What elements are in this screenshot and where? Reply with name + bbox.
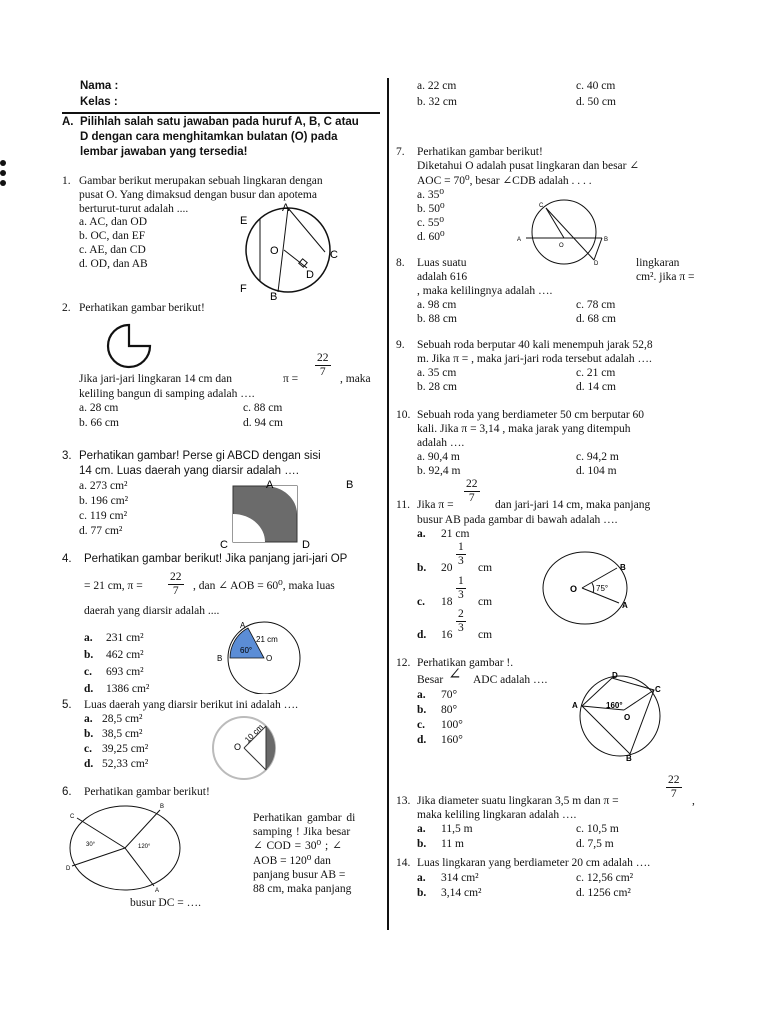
pi-equals: π = — [283, 373, 299, 385]
answer-option[interactable]: c. 12,56 cm² — [576, 872, 634, 884]
figure-label: A — [266, 479, 274, 491]
answer-option[interactable]: b. 28 cm — [417, 381, 457, 393]
question-text: busur DC = …. — [130, 897, 202, 909]
question-text: m. Jika π = , maka jari-jari roda tersebut adalah …. — [417, 353, 652, 365]
answer-option-value[interactable]: 38,5 cm² — [102, 728, 143, 740]
figure-line — [125, 810, 160, 848]
question-text: Jika jari-jari lingkaran 14 cm dan — [79, 373, 232, 385]
answer-option-letter[interactable]: a. — [417, 689, 426, 701]
question-number: 14. — [396, 857, 411, 869]
kelas-label: Kelas : — [80, 96, 118, 108]
answer-option[interactable]: c. 119 cm² — [79, 510, 128, 522]
answer-option-value[interactable]: 100° — [441, 719, 463, 731]
question-text: AOC = 70⁰, besar ∠CDB adalah . . . . — [417, 175, 592, 187]
question-text: pusat O. Yang dimaksud dengan busur dan apotema — [79, 189, 317, 201]
answer-option[interactable]: b. 50⁰ — [417, 203, 445, 215]
answer-option[interactable]: d. 104 m — [576, 465, 617, 477]
q7-circle-figure — [514, 198, 614, 266]
question-text: kali. Jika π = 3,14 , maka jarak yang ditempuh — [417, 423, 631, 435]
figure-line — [546, 208, 564, 238]
unit-label: cm — [478, 562, 493, 574]
figure-label: A — [282, 202, 290, 214]
question-text: busur AB pada gambar di bawah adalah …. — [417, 514, 618, 526]
answer-option[interactable]: c. 55⁰ — [417, 217, 444, 229]
nama-label: Nama : — [80, 80, 119, 92]
question-text: Luas lingkaran yang berdiameter 20 cm adalah …. — [417, 857, 651, 869]
question-text: ∠ COD = 30⁰ ; ∠ — [253, 840, 342, 852]
question-number: 8. — [396, 257, 405, 269]
question-text: daerah yang diarsir adalah .... — [84, 605, 220, 617]
answer-option[interactable]: b. 66 cm — [79, 417, 119, 429]
answer-option-letter[interactable]: a. — [417, 823, 426, 835]
question-text: Perhatikan gambar !. — [417, 657, 514, 669]
q3-square-figure — [218, 478, 368, 550]
binding-mark — [0, 170, 6, 176]
answer-option[interactable]: b. OC, dan EF — [79, 230, 146, 242]
question-number: 4. — [62, 553, 72, 565]
answer-option-letter[interactable]: c. — [84, 743, 92, 755]
figure-label: A — [155, 888, 160, 894]
answer-option-value[interactable]: 39,25 cm² — [102, 743, 149, 755]
answer-option-value[interactable]: 462 cm² — [106, 649, 144, 661]
answer-option-letter[interactable]: a. — [417, 528, 426, 540]
answer-option[interactable]: c. AE, dan CD — [79, 244, 146, 256]
figure-label: O — [570, 584, 578, 594]
answer-option[interactable]: d. 50 cm — [576, 96, 616, 108]
answer-option[interactable]: b. 92,4 m — [417, 465, 461, 477]
figure-line — [546, 208, 594, 260]
inscribed-quadrilateral — [582, 678, 654, 754]
answer-option-value[interactable]: 693 cm² — [106, 666, 144, 678]
question-text: Diketahui O adalah pusat lingkaran dan besar ∠ — [417, 160, 639, 172]
fraction-numerator: 22 — [466, 478, 478, 490]
answer-option[interactable]: d. 60⁰ — [417, 231, 445, 243]
figure-label: 30° — [86, 842, 96, 848]
question-text: Gambar berikut merupakan sebuah lingkaran dengan — [79, 175, 323, 187]
answer-option-value[interactable]: 314 cm² — [441, 872, 479, 884]
fraction-denominator: 7 — [468, 492, 475, 504]
question-text: , maka kelilingnya adalah …. — [417, 285, 553, 297]
fraction-denominator: 7 — [172, 585, 179, 597]
figure-line — [288, 208, 325, 252]
answer-option[interactable]: b. 196 cm² — [79, 495, 129, 507]
answer-option-letter[interactable]: d. — [84, 758, 94, 770]
answer-option[interactable]: a. 22 cm — [417, 80, 457, 92]
fraction-denominator: 3 — [458, 555, 464, 567]
question-number: 7. — [396, 146, 405, 158]
question-number: 12. — [396, 657, 411, 669]
binding-mark — [0, 180, 6, 186]
answer-option-value[interactable]: 70° — [441, 689, 458, 701]
fraction — [315, 352, 331, 379]
question-text: Perhatikan gambar berikut! — [84, 786, 210, 798]
fraction-numerator: 1 — [458, 575, 464, 587]
question-number: 11. — [396, 499, 410, 511]
answer-option[interactable]: c. 78 cm — [576, 299, 616, 311]
header-underline — [62, 112, 380, 114]
answer-option[interactable]: a. AC, dan OD — [79, 216, 148, 228]
figure-line — [125, 848, 154, 886]
answer-option[interactable]: d. OD, dan AB — [79, 258, 148, 270]
answer-option-letter[interactable]: b. — [84, 728, 94, 740]
answer-option[interactable]: a. 35⁰ — [417, 189, 444, 201]
question-text: Perhatikan gambar berikut! Jika panjang jari-jari OP — [84, 553, 348, 565]
question-text: , — [692, 795, 695, 807]
question-text: 88 cm, maka panjang — [253, 883, 352, 895]
question-text: maka keliling lingkaran adalah …. — [417, 809, 577, 821]
q5-segment-figure — [208, 716, 284, 780]
fraction-numerator: 2 — [458, 608, 464, 620]
question-number: 3. — [62, 450, 72, 462]
q4-sector-figure — [212, 620, 304, 694]
instruction-line: lembar jawaban yang tersedia! — [80, 146, 248, 158]
question-text: = 21 cm, π = — [84, 580, 143, 592]
answer-option-letter[interactable]: a. — [84, 632, 93, 644]
figure-line — [594, 238, 602, 260]
figure-label: B — [604, 237, 609, 243]
figure-label: D — [594, 261, 599, 266]
answer-option-value[interactable]: 21 cm — [441, 528, 470, 540]
mixed-number-whole[interactable]: 20 — [441, 562, 453, 574]
question-text: Sebuah roda berputar 40 kali menempuh jarak 52,8 — [417, 339, 653, 351]
question-number: 2. — [62, 302, 71, 314]
answer-option-value[interactable]: 80° — [441, 704, 458, 716]
figure-label: C — [539, 203, 544, 209]
figure-label: D — [306, 269, 314, 281]
question-number: 10. — [396, 409, 411, 421]
fraction-denominator: 7 — [670, 788, 677, 800]
instruction-line: Pilihlah salah satu jawaban pada huruf A, B, C atau — [80, 116, 359, 128]
fraction — [666, 774, 682, 801]
angle-arc — [592, 583, 594, 593]
answer-option-letter[interactable]: d. — [417, 734, 427, 746]
fraction-numerator: 1 — [458, 541, 464, 553]
question-text: Perhatikan gambar di — [253, 812, 356, 824]
question-text: adalah …. — [417, 437, 465, 449]
fraction — [456, 608, 466, 635]
answer-option[interactable]: a. 90,4 m — [417, 451, 460, 463]
figure-line — [72, 848, 125, 866]
answer-option[interactable]: d. 77 cm² — [79, 525, 123, 537]
question-text: ADC adalah …. — [473, 674, 548, 686]
fraction — [456, 575, 466, 602]
question-text: Jika diameter suatu lingkaran 3,5 m dan π = — [417, 795, 619, 807]
question-text: Perhatikan gambar berikut! — [417, 146, 543, 158]
fraction-numerator: 22 — [668, 774, 680, 786]
question-number: 1. — [62, 175, 71, 187]
question-text: AOB = 120⁰ dan — [253, 855, 331, 867]
question-text: Luas daerah yang diarsir berikut ini adalah …. — [84, 699, 298, 711]
answer-option[interactable]: b. 88 cm — [417, 313, 457, 325]
answer-option[interactable]: b. 32 cm — [417, 96, 457, 108]
answer-option-value[interactable]: 3,14 cm² — [441, 887, 482, 899]
figure-circle — [532, 200, 596, 264]
question-number: 6. — [62, 786, 72, 798]
answer-option-letter[interactable]: a. — [84, 713, 93, 725]
figure-label: F — [240, 283, 247, 295]
instruction-line: D dengan cara menghitamkan bulatan (O) pada — [80, 131, 338, 143]
q1-circle-figure — [232, 202, 352, 302]
figure-label: O — [266, 654, 273, 663]
answer-option-value[interactable]: 11 m — [441, 838, 464, 850]
fraction-denominator: 7 — [319, 366, 326, 378]
figure-label: D — [612, 671, 618, 680]
answer-option-letter[interactable]: b. — [417, 562, 427, 574]
question-text: Sebuah roda yang berdiameter 50 cm berputar 60 — [417, 409, 645, 421]
figure-line — [278, 208, 288, 292]
answer-option[interactable]: c. 40 cm — [576, 80, 616, 92]
figure-label: B — [270, 291, 278, 302]
question-text: samping ! Jika besar — [253, 826, 351, 838]
mixed-number-whole[interactable]: 18 — [441, 596, 453, 608]
unit-label: cm — [478, 596, 493, 608]
figure-label: A — [240, 621, 246, 630]
answer-option-letter[interactable]: b. — [84, 649, 94, 661]
figure-label: D — [66, 866, 71, 872]
answer-option-value[interactable]: 28,5 cm² — [102, 713, 143, 725]
answer-option[interactable]: c. 88 cm — [243, 402, 283, 414]
question-text: adalah 616 — [417, 271, 468, 283]
answer-option-letter[interactable]: b. — [417, 704, 427, 716]
answer-option[interactable]: d. 1256 cm² — [576, 887, 631, 899]
answer-option[interactable]: d. 68 cm — [576, 313, 616, 325]
figure-label: O — [270, 245, 279, 257]
figure-label: 75° — [596, 584, 609, 593]
fraction-numerator: 22 — [317, 352, 329, 364]
answer-option-letter[interactable]: c. — [417, 596, 425, 608]
answer-option[interactable]: d. 7,5 m — [576, 838, 614, 850]
answer-option[interactable]: d. 14 cm — [576, 381, 616, 393]
figure-label: O — [624, 713, 631, 722]
figure-label: 21 cm — [256, 635, 278, 644]
figure-circle — [543, 552, 627, 624]
figure-label: D — [302, 539, 310, 550]
figure-label: C — [220, 539, 228, 550]
figure-label: B — [346, 479, 354, 491]
fraction-numerator: 22 — [170, 571, 182, 583]
figure-label: O — [234, 742, 242, 752]
figure-label: C — [330, 249, 338, 261]
question-text: berturut-turut adalah .... — [79, 203, 189, 215]
question-text: panjang busur AB = — [253, 869, 346, 881]
section-label: A. — [62, 116, 74, 128]
answer-option-letter[interactable]: c. — [417, 719, 425, 731]
figure-label: C — [70, 814, 75, 820]
figure-label: B — [620, 563, 626, 572]
question-text: dan jari-jari 14 cm, maka panjang — [495, 499, 651, 511]
question-number: 9. — [396, 339, 405, 351]
binding-mark — [0, 160, 6, 166]
mixed-number-whole[interactable]: 16 — [441, 629, 453, 641]
figure-label: 160° — [606, 701, 623, 710]
shaded-segment — [266, 726, 275, 770]
question-text: Besar — [417, 674, 444, 686]
figure-label: B — [160, 804, 165, 810]
unit-label: cm — [478, 629, 493, 641]
answer-option-letter[interactable]: d. — [417, 629, 427, 641]
figure-line — [244, 748, 266, 770]
question-text: , maka — [340, 373, 371, 385]
figure-label: O — [559, 243, 564, 249]
fraction-denominator: 3 — [458, 589, 464, 601]
fraction — [464, 478, 480, 505]
answer-option-letter[interactable]: b. — [417, 887, 427, 899]
figure-label: A — [572, 701, 578, 710]
answer-option[interactable]: a. 98 cm — [417, 299, 457, 311]
answer-option[interactable]: c. 21 cm — [576, 367, 616, 379]
fraction — [168, 571, 184, 598]
figure-label: B — [217, 654, 223, 663]
question-text: Luas suatu — [417, 257, 467, 269]
angle-symbol: ∠ — [448, 666, 462, 683]
figure-label: C — [655, 685, 661, 694]
answer-option-letter[interactable]: d. — [84, 683, 94, 695]
answer-option[interactable]: a. 28 cm — [79, 402, 119, 414]
answer-option[interactable]: a. 273 cm² — [79, 480, 128, 492]
answer-option-letter[interactable]: a. — [417, 872, 426, 884]
fraction — [456, 541, 466, 568]
question-text: lingkaran — [636, 257, 680, 269]
figure-label: A — [622, 601, 628, 610]
figure-label: B — [626, 754, 632, 762]
question-text: keliling bangun di samping adalah …. — [79, 388, 255, 400]
answer-option-letter[interactable]: c. — [84, 666, 92, 678]
question-text: , dan ∠ AOB = 60⁰, maka luas — [193, 580, 335, 592]
figure-label: 120° — [138, 844, 151, 850]
answer-option-value[interactable]: 231 cm² — [106, 632, 144, 644]
question-number: 5. — [62, 699, 72, 711]
question-text: Perhatikan gambar! Perse gi ABCD dengan sisi — [79, 450, 321, 462]
q2-circle-figure — [97, 322, 163, 372]
figure-label: A — [517, 237, 522, 243]
answer-option-value[interactable]: 160° — [441, 734, 463, 746]
q12-circle-figure — [566, 670, 670, 762]
figure-line — [77, 818, 125, 848]
figure-label: E — [240, 215, 248, 227]
question-text: Perhatikan gambar berikut! — [79, 302, 205, 314]
figure-circle — [246, 208, 330, 292]
answer-option-value[interactable]: 11,5 m — [441, 823, 473, 835]
three-quarter-circle — [108, 325, 150, 367]
column-divider — [387, 78, 389, 930]
fraction-denominator: 3 — [458, 622, 464, 634]
figure-label: 10 cm — [243, 722, 265, 745]
question-text: Jika π = — [417, 499, 454, 511]
answer-option-value[interactable]: 52,33 cm² — [102, 758, 149, 770]
question-number: 13. — [396, 795, 411, 807]
answer-option-value[interactable]: 1386 cm² — [106, 683, 150, 695]
figure-line — [624, 690, 654, 710]
answer-option[interactable]: c. 10,5 m — [576, 823, 619, 835]
answer-option[interactable]: c. 94,2 m — [576, 451, 619, 463]
answer-option-letter[interactable]: b. — [417, 838, 427, 850]
answer-option[interactable]: d. 94 cm — [243, 417, 283, 429]
answer-option[interactable]: a. 35 cm — [417, 367, 457, 379]
question-text: 14 cm. Luas daerah yang diarsir adalah …. — [79, 465, 299, 477]
q11-circle-figure — [540, 550, 640, 630]
q6-circle-figure — [62, 802, 182, 894]
question-text: cm². jika π = — [636, 271, 695, 283]
figure-label: 60° — [240, 646, 253, 655]
